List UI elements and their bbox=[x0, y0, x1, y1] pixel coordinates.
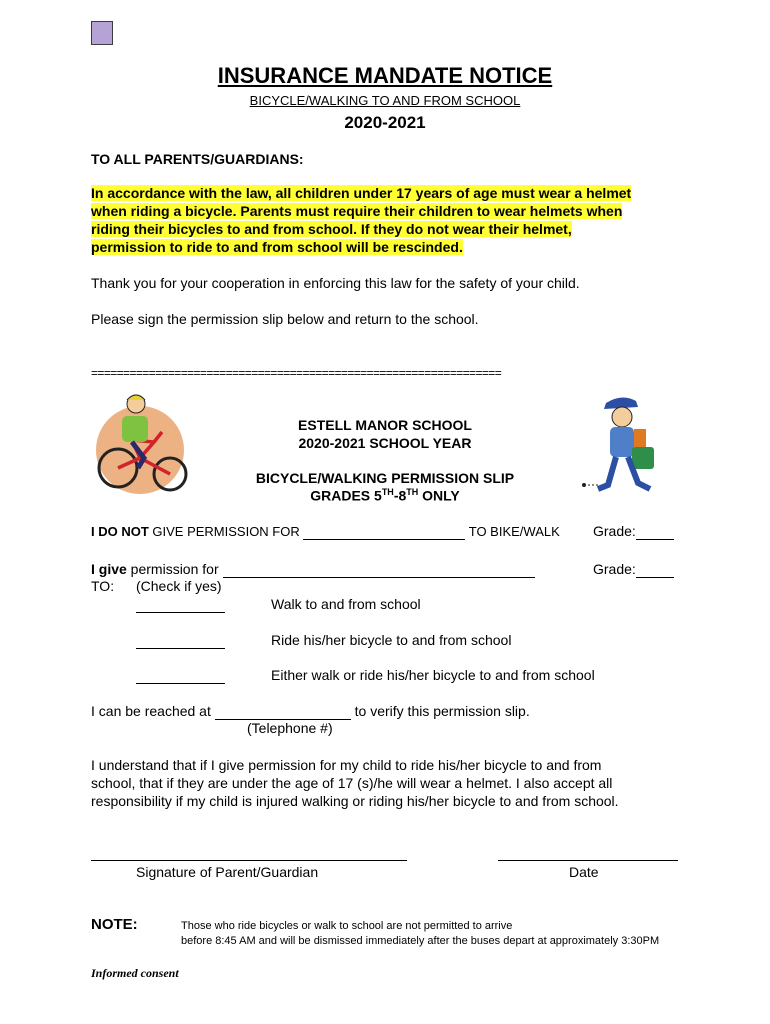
acknowledgement-line: school, that if they are under the age of 17 (s)/he will wear a helmet. I also accept all bbox=[91, 775, 613, 791]
grades-prefix: GRADES 5 bbox=[310, 487, 382, 504]
acknowledgement-line: I understand that if I give permission for my child to ride his/her bicycle to and from bbox=[91, 757, 602, 773]
option-ride: Ride his/her bicycle to and from school bbox=[271, 632, 512, 648]
option-check-field[interactable] bbox=[136, 632, 225, 649]
separator: ================================================================ bbox=[91, 366, 502, 380]
reach-text: I can be reached at bbox=[91, 703, 215, 719]
grade-label: Grade: bbox=[593, 523, 636, 539]
informed-consent-label: Informed consent bbox=[91, 966, 179, 980]
deny-end-text: TO BIKE/WALK bbox=[465, 524, 560, 539]
check-label: (Check if yes) bbox=[136, 578, 222, 594]
grade-label: Grade: bbox=[593, 561, 636, 577]
signature-label: Signature of Parent/Guardian bbox=[136, 864, 319, 880]
note-line: before 8:45 AM and will be dismissed immediately after the buses depart at approximately 3:30PM bbox=[181, 935, 660, 947]
deny-text: GIVE PERMISSION FOR bbox=[148, 524, 304, 539]
school-name: ESTELL MANOR SCHOOL bbox=[298, 417, 472, 433]
school-year-heading: 2020-2021 bbox=[344, 113, 426, 132]
grades-sup: TH bbox=[406, 487, 419, 497]
grades-sup: TH bbox=[381, 487, 394, 497]
give-grade-row bbox=[593, 561, 674, 578]
give-text: permission for bbox=[126, 561, 223, 577]
law-line: riding their bicycles to and from school. If they do not wear their helmet, bbox=[91, 221, 572, 237]
note-label: NOTE: bbox=[91, 916, 138, 933]
deny-grade-row bbox=[593, 523, 674, 540]
deny-bold: I DO NOT bbox=[91, 524, 149, 539]
give-permission-row bbox=[91, 561, 535, 578]
signature-field[interactable] bbox=[91, 860, 407, 861]
to-label: TO: bbox=[91, 578, 115, 594]
acknowledgement-line: responsibility if my child is injured walking or riding his/her bicycle to and from school. bbox=[91, 793, 619, 809]
telephone-field[interactable] bbox=[215, 703, 351, 720]
thanks-text: Thank you for your cooperation in enforcing this law for the safety of your child. bbox=[91, 275, 580, 291]
date-label: Date bbox=[569, 864, 599, 880]
verify-text: to verify this permission slip. bbox=[350, 703, 530, 719]
reach-row bbox=[91, 703, 530, 720]
option-either: Either walk or ride his/her bicycle to and from school bbox=[271, 667, 595, 683]
deny-student-name-field[interactable] bbox=[303, 524, 465, 540]
page-title: INSURANCE MANDATE NOTICE bbox=[217, 63, 553, 88]
option-check-field[interactable] bbox=[136, 596, 225, 613]
give-grade-field[interactable] bbox=[636, 561, 674, 578]
telephone-label: (Telephone #) bbox=[247, 720, 333, 736]
give-student-name-field[interactable] bbox=[223, 561, 535, 578]
deny-permission-row bbox=[91, 524, 560, 540]
checkbox[interactable] bbox=[91, 21, 113, 45]
deny-grade-field[interactable] bbox=[636, 523, 674, 540]
option-walk: Walk to and from school bbox=[271, 596, 421, 612]
give-bold: I give bbox=[91, 561, 127, 577]
law-line: when riding a bicycle. Parents must require their children to wear helmets when bbox=[91, 203, 623, 219]
acknowledgement-text bbox=[91, 756, 691, 810]
salutation: TO ALL PARENTS/GUARDIANS: bbox=[91, 151, 304, 167]
grades-label bbox=[0, 487, 770, 504]
law-notice bbox=[91, 184, 691, 256]
grades-mid: -8 bbox=[393, 487, 407, 504]
law-line: In accordance with the law, all children under 17 years of age must wear a helmet bbox=[91, 185, 632, 201]
slip-title: BICYCLE/WALKING PERMISSION SLIP bbox=[255, 470, 515, 486]
page-subtitle: BICYCLE/WALKING TO AND FROM SCHOOL bbox=[249, 93, 521, 108]
note-line: Those who ride bicycles or walk to school are not permitted to arrive bbox=[181, 920, 513, 932]
grades-suffix: ONLY bbox=[418, 487, 460, 504]
slip-school-year: 2020-2021 SCHOOL YEAR bbox=[298, 435, 472, 451]
date-field[interactable] bbox=[498, 860, 678, 861]
instruction-text: Please sign the permission slip below and return to the school. bbox=[91, 311, 479, 327]
option-check-field[interactable] bbox=[136, 667, 225, 684]
law-line: permission to ride to and from school will be rescinded. bbox=[91, 239, 463, 255]
